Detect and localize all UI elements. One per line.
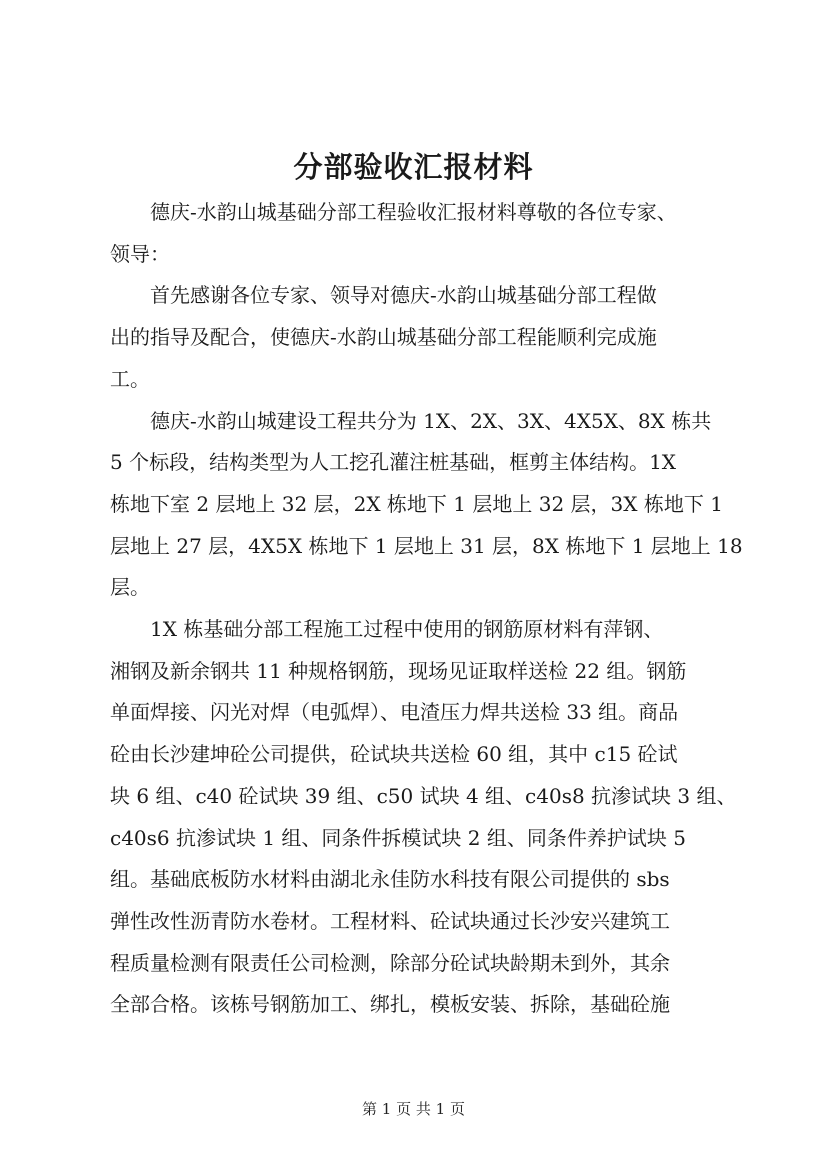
paragraph-materials — [110, 609, 737, 1026]
text-line: 湘钢及新余钢共 11 种规格钢筋，现场见证取样送检 22 组。钢筋 — [110, 658, 687, 683]
paragraph-greeting — [110, 192, 722, 275]
text-line: 层地上 27 层，4X5X 栋地下 1 层地上 31 层，8X 栋地下 1 层地上 18 — [110, 533, 743, 558]
text-line: 领导： — [110, 241, 170, 266]
text-line: 组。基础底板防水材料由湖北永佳防水科技有限公司提供的 sbs — [110, 867, 670, 892]
text-line: 工。 — [110, 366, 150, 391]
text-line: 德庆-水韵山城基础分部工程验收汇报材料尊敬的各位专家、 — [150, 200, 677, 224]
text-line: 首先感谢各位专家、领导对德庆-水韵山城基础分部工程做 — [150, 283, 657, 308]
text-line: 栋地下室 2 层地上 32 层，2X 栋地下 1 层地上 32 层，3X 栋地下 1 — [110, 491, 723, 516]
text-line: c40s6 抗渗试块 1 组、同条件拆模试块 2 组、同条件养护试块 5 — [110, 825, 686, 850]
text-line: 块 6 组、c40 砼试块 39 组、c50 试块 4 组、c40s8 抗渗试块 3 组、 — [110, 783, 737, 808]
text-line: 1X 栋基础分部工程施工过程中使用的钢筋原材料有萍钢、 — [150, 617, 664, 642]
text-line: 全部合格。该栋号钢筋加工、绑扎，模板安装、拆除，基础砼施 — [110, 992, 670, 1017]
paragraph-project-overview — [110, 401, 743, 610]
document-title: 分部验收汇报材料 — [293, 150, 534, 184]
text-line: 德庆-水韵山城建设工程共分为 1X、2X、3X、4X5X、8X 栋共 — [150, 408, 712, 433]
text-line: 单面焊接、闪光对焊（电弧焊）、电渣压力焊共送检 33 组。商品 — [110, 700, 679, 725]
text-line: 层。 — [110, 575, 150, 600]
page-footer: 第 1 页 共 1 页 — [362, 1100, 465, 1118]
text-line: 5 个标段，结构类型为人工挖孔灌注桩基础，框剪主体结构。1X — [110, 450, 677, 475]
text-line: 出的指导及配合，使德庆-水韵山城基础分部工程能顺利完成施 — [110, 325, 657, 350]
text-line: 程质量检测有限责任公司检测，除部分砼试块龄期未到外，其余 — [110, 950, 670, 975]
paragraph-thanks — [110, 275, 722, 400]
document-body — [110, 192, 743, 1026]
text-line: 弹性改性沥青防水卷材。工程材料、砼试块通过长沙安兴建筑工 — [110, 908, 670, 933]
text-line: 砼由长沙建坤砼公司提供，砼试块共送检 60 组，其中 c15 砼试 — [110, 742, 678, 767]
